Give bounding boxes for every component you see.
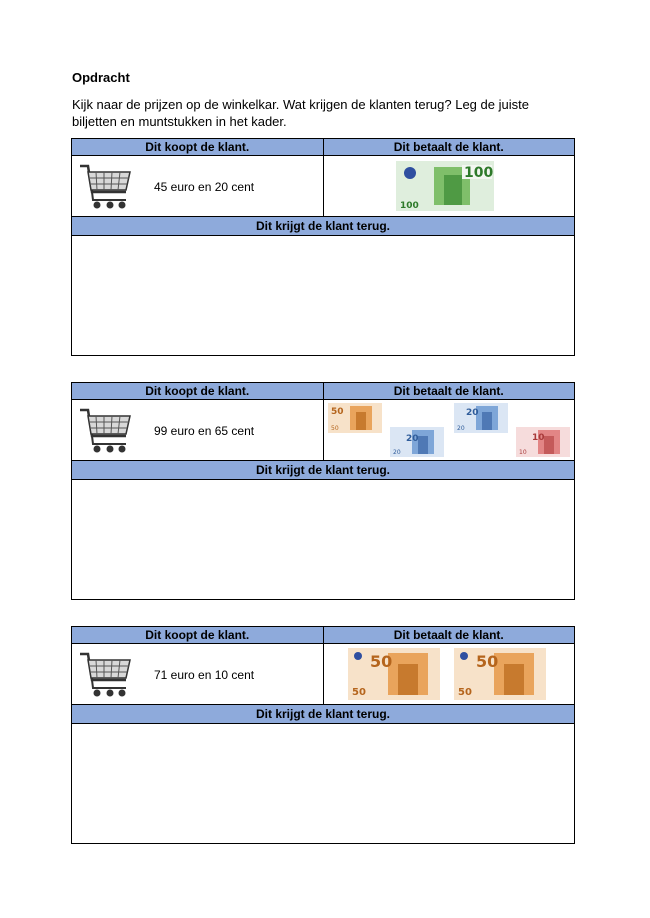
paid-cell	[323, 400, 575, 460]
exercise-1	[71, 138, 575, 356]
change-header: Dit krijgt de klant terug.	[72, 217, 574, 236]
page-heading: Opdracht	[72, 70, 130, 85]
shopping-cart-icon	[78, 650, 134, 700]
answer-box[interactable]	[72, 724, 574, 843]
banknote-corner-value: 50	[457, 687, 472, 698]
banknote-corner-value: 100	[399, 201, 419, 211]
banknote-20	[454, 403, 508, 433]
paid-cell	[323, 644, 575, 704]
price-text: 99 euro en 65 cent	[154, 424, 255, 438]
change-header: Dit krijgt de klant terug.	[72, 705, 574, 724]
paid-header: Dit betaalt de klant.	[323, 139, 575, 155]
bought-header: Dit koopt de klant.	[72, 383, 323, 399]
banknote-10	[516, 427, 570, 457]
banknote-value: 20	[465, 408, 479, 418]
bought-cell	[72, 156, 323, 216]
banknote-corner-value: 50	[351, 687, 366, 698]
banknote-50	[454, 648, 546, 700]
exercise-3	[71, 626, 575, 844]
price-text: 45 euro en 20 cent	[154, 180, 255, 194]
banknote-50	[328, 403, 382, 433]
instruction-text: Kijk naar de prijzen op de winkelkar. Wat krijgen de klanten terug? Leg de juiste biljetten en muntstukken in het kader.	[72, 97, 529, 129]
banknote-20	[390, 427, 444, 457]
banknote-corner-value: 50	[330, 425, 339, 432]
banknote-corner-value: 20	[392, 449, 401, 456]
banknote-value: 50	[475, 652, 498, 671]
bought-cell	[72, 400, 323, 460]
banknote-value: 100	[463, 165, 493, 181]
banknote-100	[396, 161, 494, 211]
paid-header: Dit betaalt de klant.	[323, 627, 575, 643]
exercise-2	[71, 382, 575, 600]
change-header: Dit krijgt de klant terug.	[72, 461, 574, 480]
bought-cell	[72, 644, 323, 704]
answer-box[interactable]	[72, 480, 574, 599]
banknote-corner-value: 20	[456, 425, 465, 432]
bought-header: Dit koopt de klant.	[72, 139, 323, 155]
shopping-cart-icon	[78, 162, 134, 212]
banknote-corner-value: 10	[518, 449, 527, 456]
banknote-value: 50	[330, 407, 344, 417]
banknote-value: 20	[405, 434, 419, 444]
banknote-value: 50	[369, 652, 392, 671]
paid-cell	[323, 156, 575, 216]
banknote-value: 10	[531, 433, 545, 443]
answer-box[interactable]	[72, 236, 574, 355]
banknote-50	[348, 648, 440, 700]
shopping-cart-icon	[78, 406, 134, 456]
price-text: 71 euro en 10 cent	[154, 668, 255, 682]
bought-header: Dit koopt de klant.	[72, 627, 323, 643]
paid-header: Dit betaalt de klant.	[323, 383, 575, 399]
